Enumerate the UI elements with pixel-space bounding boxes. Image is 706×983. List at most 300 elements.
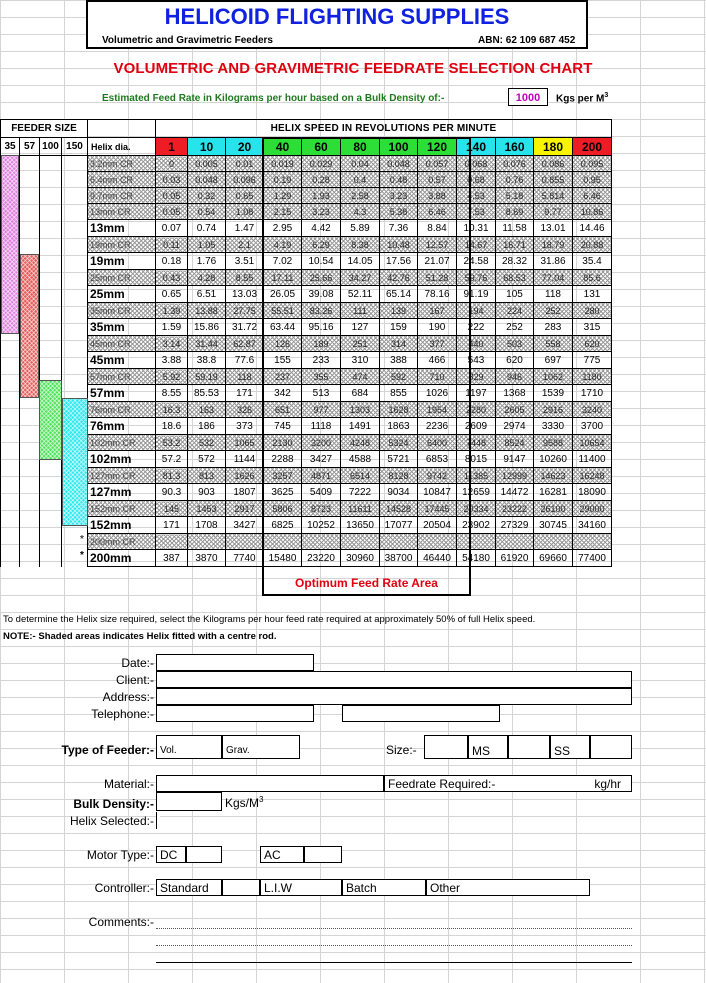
feedrate-cell: 0.48 [380,172,418,188]
ms-field[interactable] [508,735,550,759]
other-option[interactable]: Other [426,879,590,896]
feedrate-cell: 0.096 [226,172,264,188]
feedrate-cell: 3625 [264,484,302,501]
feedrate-cell: 95.16 [302,319,341,336]
feeder-size-cell [20,188,40,204]
table-row [1,352,612,369]
feedrate-cell: 4.3 [341,204,380,220]
helix-dia-cell: 35mm CR [88,303,156,319]
dc-field[interactable] [186,846,222,863]
ss-field[interactable] [590,735,632,759]
helix-dia-cell: 25mm [88,286,156,303]
feedrate-cell: 39.08 [302,286,341,303]
feedrate-cell: 3240 [573,402,612,418]
feedrate-cell: 326 [226,402,264,418]
shaded-note: NOTE:- Shaded areas indicates Helix fitted with a centre rod. [3,631,277,642]
feedrate-cell: 28.32 [496,253,534,270]
size-field[interactable] [424,735,468,759]
feedrate-cell: 1.93 [302,188,341,204]
feedrate-cell: 78.16 [418,286,457,303]
helix-dia-cell: 152mm [88,517,156,534]
date-label: Date:- [121,656,154,670]
feedrate-cell: 3.23 [302,204,341,220]
feedrate-cell: 16.71 [496,237,534,253]
feedrate-cell: 85.53 [188,385,226,402]
feeder-size-cell [40,501,62,517]
feedrate-cell: 9588 [534,435,573,451]
feeder-size-cell [1,418,20,435]
feedrate-cell: 2917 [226,501,264,517]
date-field[interactable] [156,654,314,671]
feedrate-cell: 0.057 [418,156,457,172]
feeder-size-cell [62,369,88,385]
density-unit-text: Kgs per M [556,93,605,105]
feeder-size-cell [40,188,62,204]
feeder-size-cell [62,172,88,188]
feedrate-cell: 0.4 [341,172,380,188]
helix-dia-cell: 6.4mm CR [88,172,156,188]
feedrate-cell: 1144 [226,451,264,468]
standard-field[interactable] [222,879,260,896]
header-subtitle: Volumetric and Gravimetric Feeders [102,35,273,46]
feedrate-cell: 8723 [302,501,341,517]
helix-dia-cell: 13mm [88,220,156,237]
rpm-header-60: 60 [302,138,341,156]
feedrate-cell: 38700 [380,550,418,567]
address-label: Address:- [102,690,154,704]
feedrate-cell: 8.84 [418,220,457,237]
bulk-density-value[interactable]: 1000 [508,88,548,106]
bulk-density-field[interactable] [156,792,222,811]
table-row [1,468,612,484]
helix-dia-cell: 127mm [88,484,156,501]
client-field[interactable] [156,671,632,688]
feedrate-cell: 1954 [418,402,457,418]
feedrate-cell: 18.6 [156,418,188,435]
telephone-field-2[interactable] [342,705,500,722]
feeder-size-cell [62,270,88,286]
feedrate-cell: 1.76 [188,253,226,270]
feedrate-cell: 4.42 [302,220,341,237]
feedrate-cell: 283 [534,319,573,336]
feedrate-cell: 222 [457,319,496,336]
feedrate-cell: 855 [380,385,418,402]
feedrate-cell: 17077 [380,517,418,534]
feedrate-cell: 310 [341,352,380,369]
feedrate-cell: 1197 [457,385,496,402]
feedrate-cell [457,534,496,550]
feeder-size-cell [62,303,88,319]
feedrate-cell: 0.65 [226,188,264,204]
feedrate-cell [188,534,226,550]
feedrate-cell: 5.92 [156,369,188,385]
feedrate-cell: 5721 [380,451,418,468]
feeder-size-cell [20,402,40,418]
feeder-size-cell [62,188,88,204]
helix-selected-field[interactable] [156,812,160,829]
feeder-size-cell [1,501,20,517]
feedrate-cell: 0 [156,156,188,172]
feeder-size-cell [40,253,62,270]
feedrate-cell: 8015 [457,451,496,468]
feedrate-cell: 710 [418,369,457,385]
helix-dia-cell: 19mm CR [88,237,156,253]
liw-option[interactable]: L.I.W [260,879,342,896]
feedrate-cell: 30745 [534,517,573,534]
feedrate-cell: 186 [188,418,226,435]
feeder-size-cell [40,336,62,352]
helix-dia-cell: 57mm CR [88,369,156,385]
feedrate-cell: 20504 [418,517,457,534]
feeder-size-cell [1,336,20,352]
feeder-size-cell [40,517,62,534]
feedrate-cell: 54180 [457,550,496,567]
feedrate-cell [534,534,573,550]
feedrate-cell: 77.6 [226,352,264,369]
feeder-type-label: Type of Feeder:- [61,743,154,757]
batch-option[interactable]: Batch [342,879,426,896]
feedrate-field[interactable] [384,775,632,792]
feeder-size-cell [40,220,62,237]
feedrate-cell: 1.59 [156,319,188,336]
table-row [1,402,612,418]
feedrate-cell: 2.15 [264,204,302,220]
feedrate-cell: 126 [264,336,302,352]
ss-option[interactable]: SS [550,735,590,759]
feedrate-cell: 6.51 [188,286,226,303]
feedrate-cell: 651 [264,402,302,418]
feedrate-cell: 3.51 [226,253,264,270]
feedrate-cell: 8.38 [341,237,380,253]
feedrate-table [0,119,612,567]
feedrate-cell: 25.66 [302,270,341,286]
feedrate-cell: 1062 [534,369,573,385]
feedrate-cell: 90.3 [156,484,188,501]
feedrate-cell: 35.4 [573,253,612,270]
feedrate-cell: 251 [341,336,380,352]
feedrate-cell: 1626 [226,468,264,484]
feeder-size-57: 57 [20,138,40,156]
telephone-field[interactable] [156,705,314,722]
feeder-150-range [62,398,88,526]
client-label: Client:- [115,673,154,687]
helix-dia-cell: 35mm [88,319,156,336]
feedrate-cell: 0.019 [264,156,302,172]
feedrate-cell: 81.3 [156,468,188,484]
table-row [1,517,612,534]
kgs-m3-unit-text: Kgs/M [225,796,260,810]
feedrate-cell: 23220 [302,550,341,567]
feedrate-cell: 6853 [418,451,457,468]
feedrate-cell: 0.68 [457,172,496,188]
feedrate-cell [264,534,302,550]
feedrate-cell: 38.8 [188,352,226,369]
feedrate-cell: 6514 [341,468,380,484]
star-marker: * [80,534,84,545]
optimum-area-label: Optimum Feed Rate Area [295,576,438,590]
feedrate-cell: 5.89 [341,220,380,237]
feedrate-cell: 13650 [341,517,380,534]
feedrate-cell: 0.855 [534,172,573,188]
feeder-size-cell [20,534,40,550]
ac-field[interactable] [304,846,342,863]
feedrate-cell: 0.048 [380,156,418,172]
feedrate-cell: 0.19 [264,172,302,188]
feedrate-cell: 3257 [264,468,302,484]
feedrate-cell: 55.51 [264,303,302,319]
feeder-size-cell [62,253,88,270]
helix-dia-cell: 76mm CR [88,402,156,418]
feedrate-cell: 15480 [264,550,302,567]
feedrate-cell: 3.23 [380,188,418,204]
feedrate-cell [496,534,534,550]
feedrate-cell: 52.11 [341,286,380,303]
feedrate-cell: 13.01 [534,220,573,237]
address-field[interactable] [156,688,632,705]
feedrate-cell: 620 [496,352,534,369]
feedrate-cell: 0.95 [573,172,612,188]
feedrate-cell: 34160 [573,517,612,534]
helix-dia-cell: 127mm CR [88,468,156,484]
feedrate-cell: 543 [457,352,496,369]
comments-line-1[interactable] [156,928,632,929]
feedrate-cell: 558 [534,336,573,352]
helix-dia-cell: * 200mm CR [88,534,156,550]
feedrate-cell: 31.72 [226,319,264,336]
rpm-header-40: 40 [264,138,302,156]
helix-dia-cell: 45mm [88,352,156,369]
feedrate-cell: 24.58 [457,253,496,270]
feedrate-cell: 16281 [534,484,573,501]
feedrate-cell: 51.28 [418,270,457,286]
feeder-57-range [20,254,39,398]
standard-option[interactable]: Standard [156,879,222,896]
feeder-size-cell [40,468,62,484]
feedrate-cell: 189 [302,336,341,352]
feedrate-cell: 21.07 [418,253,457,270]
table-row [1,270,612,286]
feedrate-cell: 10847 [418,484,457,501]
feedrate-cell: 0.18 [156,253,188,270]
feedrate-cell: 3.88 [418,188,457,204]
feedrate-cell: 17.11 [264,270,302,286]
feedrate-cell [302,534,341,550]
feedrate-cell: 1.29 [264,188,302,204]
comments-line-3[interactable] [156,962,632,963]
rpm-header-100: 100 [380,138,418,156]
feedrate-cell: 105 [496,286,534,303]
feeder-size-cell [1,385,20,402]
table-row [1,204,612,220]
feedrate-cell: 77400 [573,550,612,567]
feedrate-cell: 5806 [264,501,302,517]
feedrate-cell: 1539 [534,385,573,402]
feedrate-cell: 3.88 [156,352,188,369]
feeder-size-cell [1,550,20,567]
feedrate-cell: 118 [226,369,264,385]
feeder-size-cell [62,319,88,336]
feedrate-cell: 0.43 [156,270,188,286]
feedrate-cell: 16.3 [156,402,188,418]
feedrate-cell: 11400 [573,451,612,468]
dc-option[interactable]: DC [156,846,186,863]
feedrate-cell: 252 [496,319,534,336]
feedrate-cell: 829 [457,369,496,385]
helix-dia-cell: 13mm CR [88,204,156,220]
feedrate-cell: 0.76 [496,172,534,188]
feedrate-cell: 8128 [380,468,418,484]
feedrate-cell: 7.02 [264,253,302,270]
rpm-header-1: 1 [156,138,188,156]
feedrate-cell: 388 [380,352,418,369]
comments-label: Comments:- [88,915,154,929]
feedrate-cell: 1118 [302,418,341,435]
feedrate-cell: 127 [341,319,380,336]
rpm-header-80: 80 [341,138,380,156]
table-row [1,369,612,385]
feedrate-cell: 20.88 [573,237,612,253]
feedrate-cell: 23222 [496,501,534,517]
feedrate-cell: 237 [264,369,302,385]
feeder-size-cell [20,220,40,237]
feedrate-cell: 3427 [226,517,264,534]
feedrate-cell: 11.58 [496,220,534,237]
feeder-size-cell [40,172,62,188]
feeder-size-cell [20,418,40,435]
comments-line-2[interactable] [156,945,632,946]
feedrate-cell: 77.04 [534,270,573,286]
feedrate-cell [156,534,188,550]
feeder-size-cell [62,156,88,172]
feedrate-cell: 813 [188,468,226,484]
feedrate-required-label: Feedrate Required:- [388,777,496,791]
feedrate-cell: 85.6 [573,270,612,286]
feedrate-cell: 18090 [573,484,612,501]
feeder-size-cell [20,501,40,517]
feedrate-cell: 342 [264,385,302,402]
feeder-size-cell [20,468,40,484]
feedrate-cell: 2288 [264,451,302,468]
feedrate-cell: 62.87 [226,336,264,352]
feedrate-cell: 0.05 [156,188,188,204]
motor-type-label: Motor Type:- [86,848,154,862]
feedrate-cell: 252 [534,303,573,319]
feedrate-cell: 14472 [496,484,534,501]
feedrate-cell: 12659 [457,484,496,501]
feedrate-cell: 1.47 [226,220,264,237]
feedrate-cell: 1.39 [156,303,188,319]
feedrate-cell: 0.07 [156,220,188,237]
feedrate-cell: 65.14 [380,286,418,303]
feedrate-cell: 1303 [341,402,380,418]
table-row [1,435,612,451]
feeder-size-cell [62,286,88,303]
feedrate-cell: 233 [302,352,341,369]
feeder-size-cell [40,484,62,501]
feedrate-cell: 11385 [457,468,496,484]
ms-option[interactable]: MS [468,735,508,759]
feedrate-cell: 1491 [341,418,380,435]
vol-option[interactable]: Vol. [156,735,222,759]
bulk-density-label [40,797,154,811]
feedrate-cell: 14528 [380,501,418,517]
ac-option[interactable]: AC [260,846,304,863]
feedrate-cell: 13.88 [188,303,226,319]
feeder-size-cell [1,402,20,418]
helix-selected-label: Helix Selected:- [69,814,154,828]
feedrate-cell: 111 [341,303,380,319]
feeder-size-cell [40,534,62,550]
feedrate-cell: 14.67 [457,237,496,253]
helix-dia-label: Helix dia. [88,138,156,156]
material-field[interactable] [156,775,384,792]
feedrate-cell: 5409 [302,484,341,501]
feedrate-cell: 4.53 [457,188,496,204]
feedrate-cell: 20334 [457,501,496,517]
feeder-size-cell [20,204,40,220]
rpm-header-20: 20 [226,138,264,156]
feedrate-cell: 29000 [573,501,612,517]
feedrate-cell: 355 [302,369,341,385]
feedrate-cell: 34.27 [341,270,380,286]
feedrate-cell: 42.76 [380,270,418,286]
feedrate-cell: 13.03 [226,286,264,303]
feedrate-cell: 68.53 [496,270,534,286]
feedrate-cell: 167 [418,303,457,319]
abn-number: ABN: 62 109 687 452 [478,35,576,46]
feedrate-cell: 1708 [188,517,226,534]
feedrate-cell: 440 [457,336,496,352]
feeder-size-cell [62,336,88,352]
feedrate-cell: 1065 [226,435,264,451]
table-row [1,253,612,270]
table-row [1,172,612,188]
feeder-size-cell [20,156,40,172]
helix-dia-cell: 45mm CR [88,336,156,352]
feedrate-cell: 57.2 [156,451,188,468]
feedrate-cell: 190 [418,319,457,336]
feedrate-cell: 2974 [496,418,534,435]
feedrate-cell: 5.18 [496,188,534,204]
feedrate-cell: 5.814 [534,188,573,204]
feedrate-cell: 977 [302,402,341,418]
density-unit [556,92,608,104]
feedrate-cell: 118 [534,286,573,303]
feedrate-cell: 2236 [418,418,457,435]
feeder-size-cell [62,352,88,369]
feedrate-cell: 159 [380,319,418,336]
helix-dia-cell: 102mm [88,451,156,468]
estimate-line [102,93,444,104]
rpm-header-200: 200 [573,138,612,156]
feedrate-cell: 474 [341,369,380,385]
grav-option[interactable]: Grav. [222,735,300,759]
star-marker: * [80,550,84,561]
feedrate-cell: 0.076 [496,156,534,172]
table-row [1,286,612,303]
feedrate-cell: 30960 [341,550,380,567]
helix-dia-cell: 57mm [88,385,156,402]
feedrate-cell: 697 [534,352,573,369]
feeder-size-cell [40,237,62,253]
feeder-size-150: 150 [62,138,88,156]
table-row [1,303,612,319]
feeder-size-cell [62,204,88,220]
feedrate-cell: 4588 [341,451,380,468]
feedrate-cell: 532 [188,435,226,451]
feedrate-cell: 0.28 [302,172,341,188]
feedrate-cell: 466 [418,352,457,369]
